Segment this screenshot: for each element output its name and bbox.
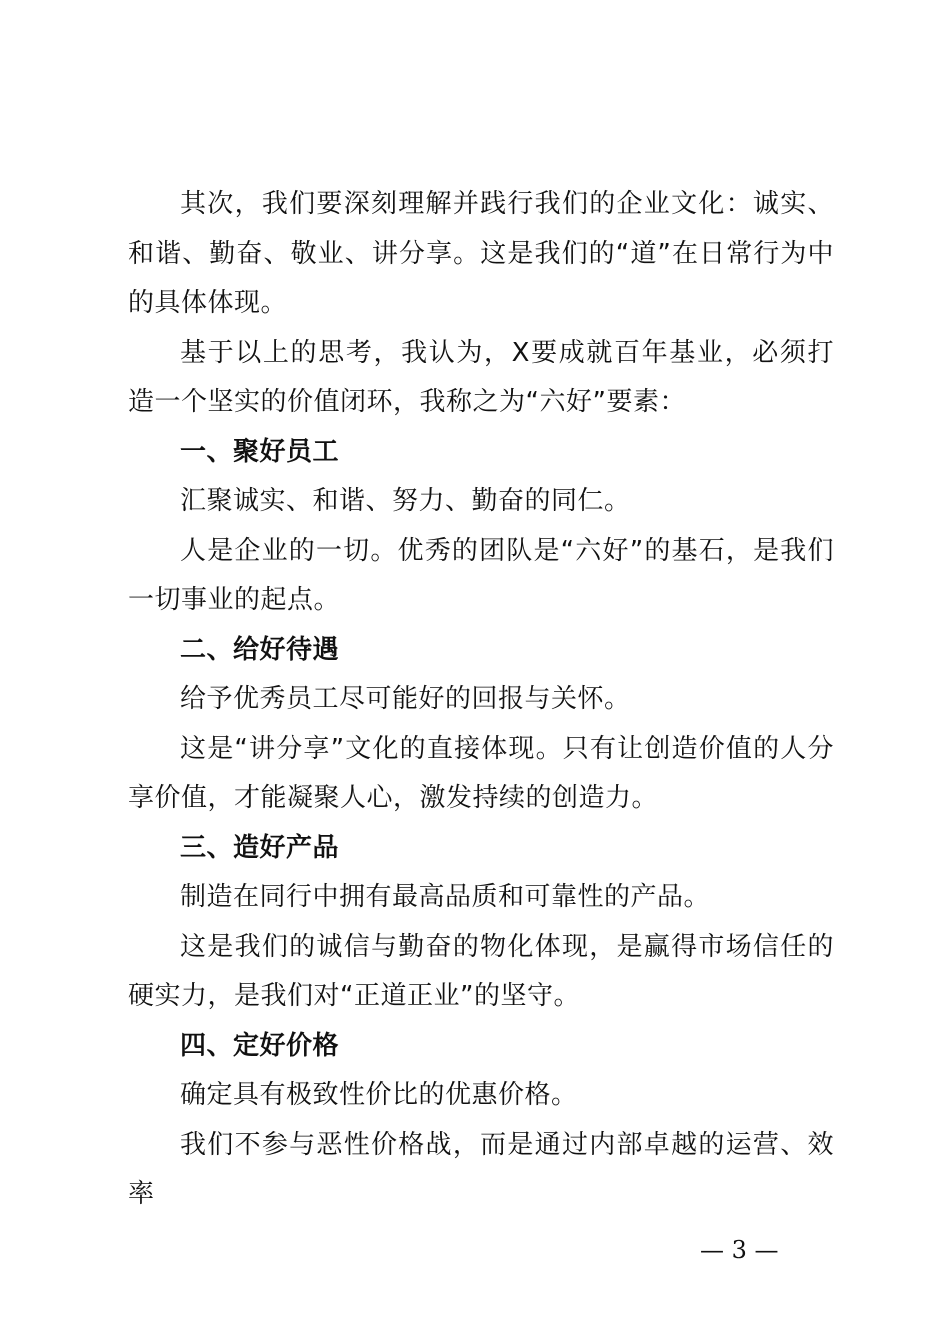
section-heading-3: 三、造好产品 xyxy=(180,832,340,863)
section-heading-4: 四、定好价格 xyxy=(180,1030,340,1061)
paragraph-pricing-summary: 确定具有极致性价比的优惠价格。 xyxy=(180,1080,578,1110)
document-body xyxy=(128,180,834,1220)
paragraph-value-loop: 基于以上的思考，我认为，X要成就百年基业，必须打造一个坚实的价值闭环，我称之为“六好”要素： xyxy=(128,337,834,417)
page-number: — 3 — xyxy=(700,1236,779,1264)
section-heading-1: 一、聚好员工 xyxy=(180,436,340,467)
paragraph-products-summary: 制造在同行中拥有最高品质和可靠性的产品。 xyxy=(180,882,711,912)
section-heading-2: 二、给好待遇 xyxy=(180,634,340,665)
paragraph-products-detail: 这是我们的诚信与勤奋的物化体现，是赢得市场信任的硬实力，是我们对“正道正业”的坚守。 xyxy=(128,931,834,1011)
paragraph-culture: 其次，我们要深刻理解并践行我们的企业文化：诚实、和谐、勤奋、敬业、讲分享。这是我们的“道”在日常行为中的具体体现。 xyxy=(128,189,834,318)
paragraph-employees-summary: 汇聚诚实、和谐、努力、勤奋的同仁。 xyxy=(180,486,631,516)
paragraph-treatment-summary: 给予优秀员工尽可能好的回报与关怀。 xyxy=(180,684,631,714)
paragraph-treatment-detail: 这是“讲分享”文化的直接体现。只有让创造价值的人分享价值，才能凝聚人心，激发持续的创造力。 xyxy=(128,733,834,813)
paragraph-employees-detail: 人是企业的一切。优秀的团队是“六好”的基石，是我们一切事业的起点。 xyxy=(128,535,834,615)
paragraph-pricing-detail: 我们不参与恶性价格战，而是通过内部卓越的运营、效率 xyxy=(128,1129,834,1209)
